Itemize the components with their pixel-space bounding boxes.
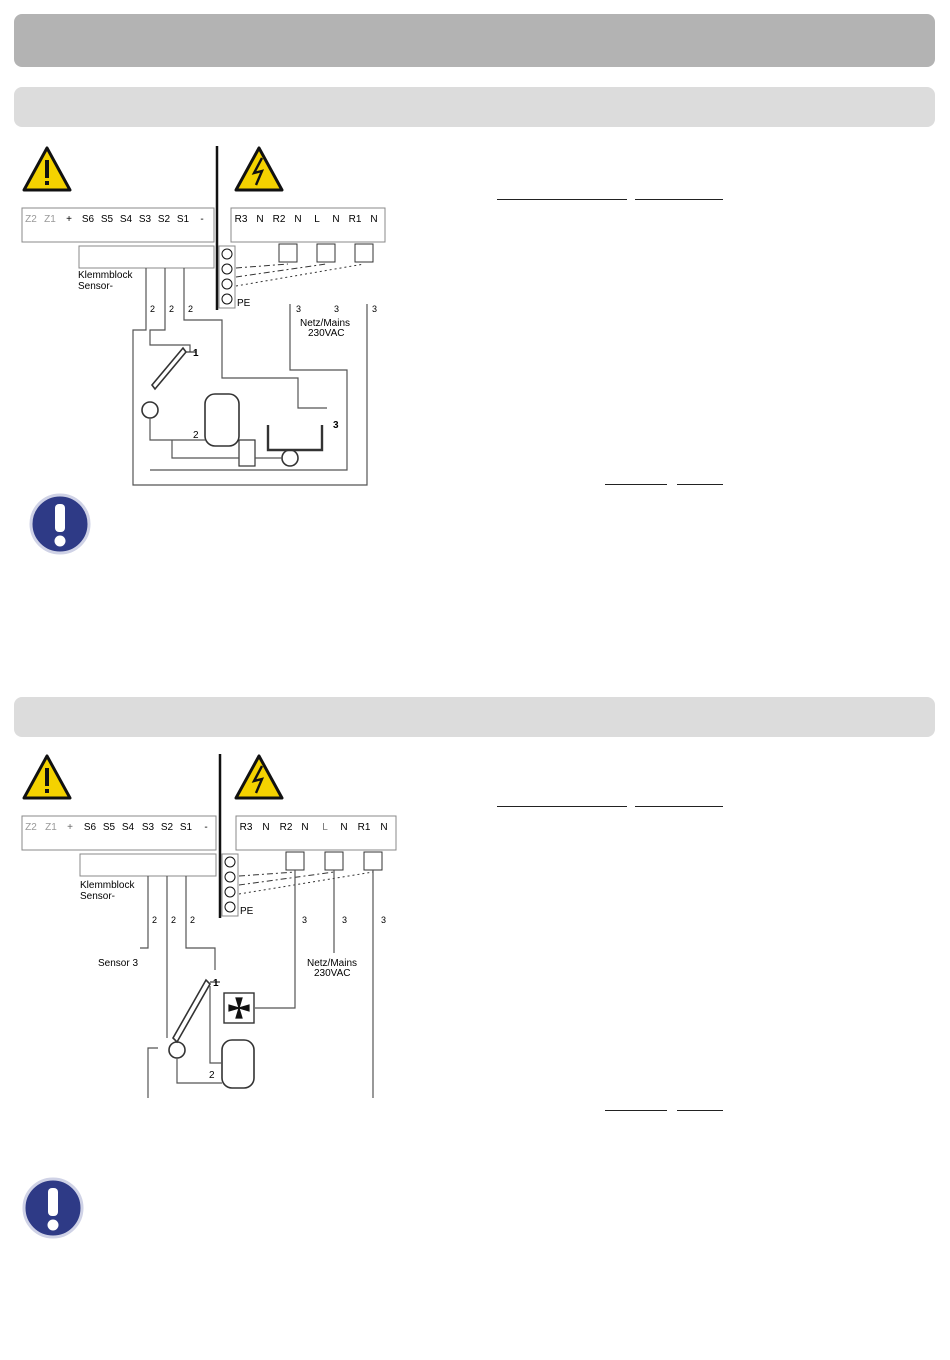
terminal-label: Z2: [25, 214, 37, 225]
terminal-label: N: [301, 822, 309, 833]
wire-count: 2: [152, 915, 158, 925]
underline: [605, 1110, 667, 1111]
relay-terminal-strip: [219, 208, 385, 339]
wire-count: 2: [150, 304, 156, 314]
terminal-label: N: [332, 214, 340, 225]
marker-label: 2: [193, 430, 199, 441]
sensor-terminal-strip: [22, 816, 216, 902]
terminal-label: N: [370, 214, 378, 225]
klemmblock-label: Klemmblock: [78, 270, 133, 281]
terminal-label: S5: [102, 822, 116, 833]
hydraulic-schematic: [140, 870, 373, 1098]
terminal-label: +: [67, 822, 73, 833]
terminal-label: S1: [179, 822, 193, 833]
terminal-label: S4: [121, 822, 135, 833]
terminal-label: R3: [234, 214, 248, 225]
exclamation-icon: [28, 492, 92, 556]
terminal-label: S2: [157, 214, 171, 225]
underline: [635, 806, 723, 807]
underline: [497, 806, 627, 807]
terminal-label: S2: [160, 822, 174, 833]
wire-count: 3: [381, 915, 387, 925]
terminal-label: R1: [348, 214, 362, 225]
wire-count: 2: [188, 304, 194, 314]
exclamation-icon: [21, 1176, 85, 1240]
warning-triangle-icon: [24, 148, 70, 190]
wiring-diagram-2-svg: [0, 748, 420, 1103]
terminal-label: L: [322, 822, 328, 833]
section-header-2: [14, 697, 935, 737]
marker-label: 1: [213, 978, 219, 989]
klemmblock-label: Klemmblock: [80, 880, 135, 891]
underline: [605, 484, 667, 485]
terminal-label: N: [256, 214, 264, 225]
underline: [677, 484, 723, 485]
mains-voltage-label: 230VAC: [314, 968, 351, 979]
sensor-terminal-strip: [22, 208, 214, 292]
terminal-label: S6: [81, 214, 95, 225]
terminal-label: R2: [272, 214, 286, 225]
terminal-label: R3: [239, 822, 253, 833]
sensor-label: Sensor-: [80, 891, 116, 902]
relay-terminal-strip: [222, 816, 396, 979]
terminal-label: S6: [83, 822, 97, 833]
terminal-label: N: [262, 822, 270, 833]
terminal-label: N: [294, 214, 302, 225]
wire-count: 3: [342, 915, 348, 925]
page-banner: [14, 14, 935, 67]
wire-count: 3: [302, 915, 308, 925]
terminal-label: S1: [176, 214, 190, 225]
underline: [497, 199, 627, 200]
sensor3-label: Sensor 3: [98, 958, 139, 969]
terminal-label: Z1: [44, 214, 56, 225]
wire-count: 2: [169, 304, 175, 314]
high-voltage-icon: [236, 148, 282, 190]
high-voltage-icon: [236, 756, 282, 798]
terminal-label: Z2: [25, 822, 37, 833]
marker-label: 3: [333, 420, 339, 431]
terminal-label: S5: [100, 214, 114, 225]
marker-label: 1: [193, 348, 199, 359]
terminal-label: -: [200, 214, 204, 225]
mains-voltage-label: 230VAC: [308, 328, 345, 339]
pe-label: PE: [240, 906, 254, 917]
underline: [635, 199, 723, 200]
underline: [677, 1110, 723, 1111]
terminal-label: N: [340, 822, 348, 833]
terminal-label: R2: [279, 822, 293, 833]
wiring-diagram-1: [0, 140, 420, 500]
wiring-diagram-1-svg: [0, 140, 420, 495]
wire-count: 2: [190, 915, 196, 925]
mains-label: Netz/Mains: [307, 958, 358, 969]
warning-triangle-icon: [24, 756, 70, 798]
terminal-label: +: [66, 214, 72, 225]
wire-count: 3: [296, 304, 302, 314]
terminal-label: S4: [119, 214, 133, 225]
terminal-label: S3: [138, 214, 152, 225]
marker-label: 2: [209, 1070, 215, 1081]
section-header-1: [14, 87, 935, 127]
mains-label: Netz/Mains: [300, 318, 351, 329]
wire-count: 3: [334, 304, 340, 314]
wiring-diagram-2: [0, 748, 420, 1108]
sensor-label: Sensor-: [78, 281, 114, 292]
pe-label: PE: [237, 298, 251, 309]
wire-count: 2: [171, 915, 177, 925]
terminal-label: N: [380, 822, 388, 833]
terminal-label: L: [314, 214, 320, 225]
terminal-label: S3: [141, 822, 155, 833]
terminal-label: Z1: [45, 822, 57, 833]
terminal-label: R1: [357, 822, 371, 833]
wire-count: 3: [372, 304, 378, 314]
terminal-label: -: [204, 822, 208, 833]
